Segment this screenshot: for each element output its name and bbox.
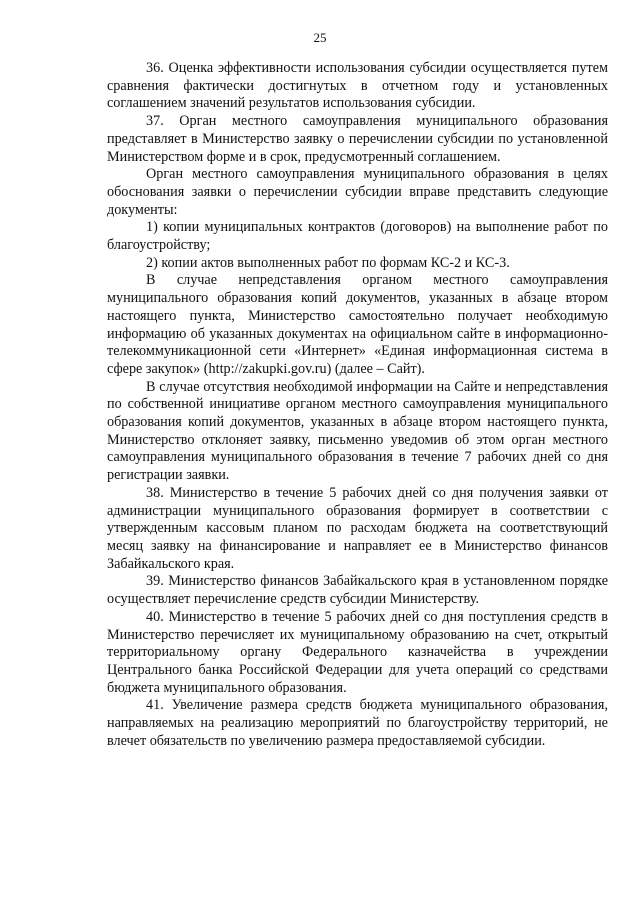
paragraph-37: 37. Орган местного самоуправления муниципального образования представляет в Министерство заявку о перечислении субсидии по установленной Министерством форме и в срок, предусмотренный соглашением.: [107, 113, 608, 165]
paragraph-38: 38. Министерство в течение 5 рабочих дней со дня получения заявки от администрации муниципального образования формирует в соответствии с утвержденным кассовым планом по расходам бюджета на соответствующий месяц заявку на финансирование и направляет ее в Министерство финансов Забайкальского края.: [107, 484, 608, 572]
list-item-contracts: 1) копии муниципальных контрактов (договоров) на выполнение работ по благоустройству;: [107, 219, 608, 254]
page-number: 25: [313, 30, 327, 45]
paragraph-37-rejection: В случае отсутствия необходимой информации на Сайте и непредставления по собственной инициативе органом местного самоуправления муниципального образования копий документов, указанных в абзаце втором настоящего пункта, Министерство отклоняет заявку, письменно уведомив об этом орган местного самоуправления муниципального образования в течение 7 рабочих дней со дня регистрации заявки.: [107, 378, 608, 484]
paragraph-40: 40. Министерство в течение 5 рабочих дней со дня поступления средств в Министерство перечисляет их муниципальному образованию на счет, открытый территориальному органу Федерального казначейства в учреждении Центрального банка Российской Федерации для учета операций со средствами бюджета муниципального образования.: [107, 608, 608, 696]
paragraph-36: 36. Оценка эффективности использования субсидии осуществляется путем сравнения фактически достигнутых в отчетном году и установленных соглашением значений результатов использования субсидии.: [107, 60, 608, 112]
paragraph-37-documents-intro: Орган местного самоуправления муниципального образования в целях обоснования заявки о перечислении субсидии вправе представить следующие документы:: [107, 166, 608, 218]
paragraph-39: 39. Министерство финансов Забайкальского края в установленном порядке осуществляет перечисление средств субсидии Министерству.: [107, 573, 608, 608]
document-body: [107, 60, 608, 750]
list-item-acts: 2) копии актов выполненных работ по формам КС-2 и КС-3.: [146, 254, 510, 271]
paragraph-41: 41. Увеличение размера средств бюджета муниципального образования, направляемых на реализацию мероприятий по благоустройству территорий, не влечет обязательств по увеличению размера предоставляемой субсидии.: [107, 697, 608, 749]
paragraph-37-non-submission: В случае непредставления органом местного самоуправления муниципального образования копий документов, указанных в абзаце втором настоящего пункта, Министерство самостоятельно получает необходимую информацию об указанных документах на официальном сайте в информационно-телекоммуникационной сети «Интернет» «Единая информационная система в сфере закупок» (http://zakupki.gov.ru) (далее – Сайт).: [107, 272, 608, 377]
